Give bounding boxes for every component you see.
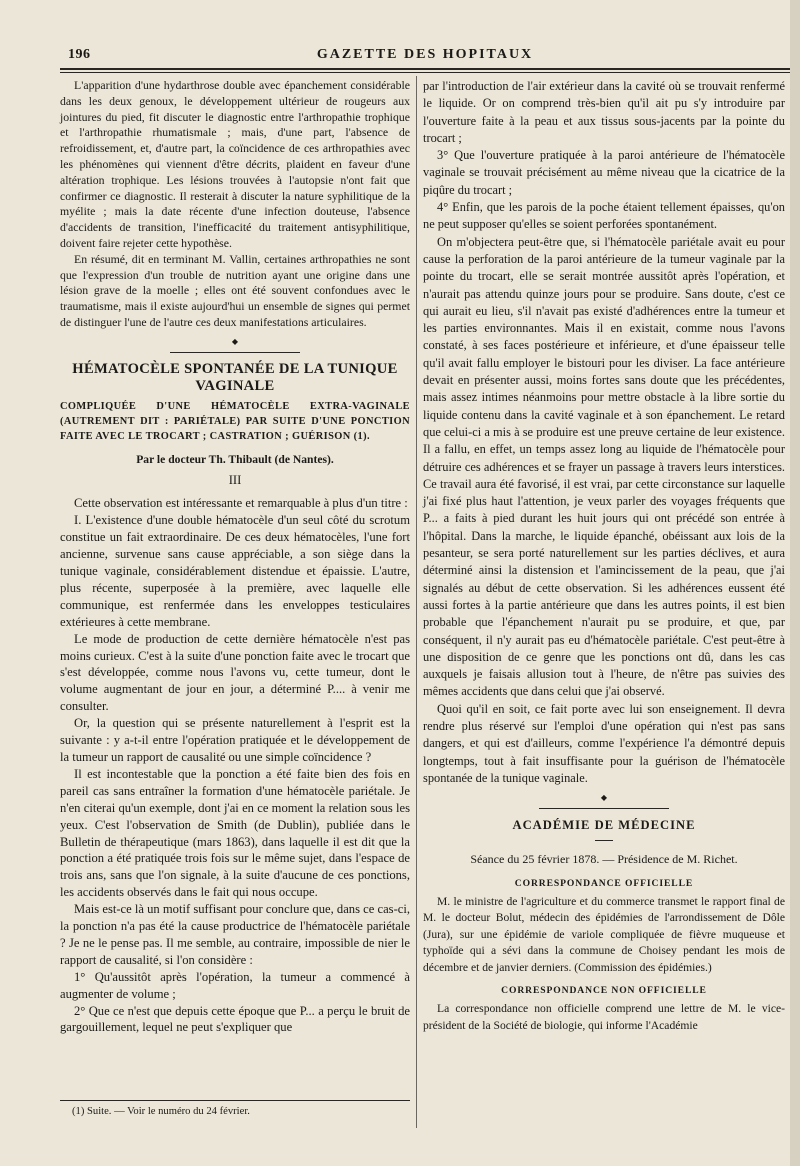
body-paragraph: Cette observation est intéressante et remarquable à plus d'un titre : bbox=[74, 496, 408, 511]
body-paragraph: Le mode de production de cette dernière hématocèle n'est pas moins curieux. C'est à la suite d'une ponction faite avec le trocart que s'est développée, comme nous l'avons vu, cette tumeur, dont le volume augmentant de jour en jour, a déterminé P.... à venir me consulter. bbox=[60, 631, 410, 714]
ornamental-rule: ◆ bbox=[423, 793, 785, 803]
correspondence-paragraph: La correspondance non officielle comprend une lettre de M. le vice-président de la Société de biologie, qui informe l'Académie bbox=[423, 1002, 785, 1032]
short-rule bbox=[595, 840, 613, 841]
subheading-unofficial: CORRESPONDANCE NON OFFICIELLE bbox=[501, 985, 707, 997]
body-paragraph: 3° Que l'ouverture pratiquée à la paroi antérieure de l'hématocèle vaginale se trouvait précisément au même niveau que la cicatrice de la piqûre du trocart ; bbox=[423, 148, 785, 197]
body-paragraph: Quoi qu'il en soit, ce fait porte avec lui son enseignement. Il devra rendre plus réservé sur l'emploi d'une opération qui n'est pas sans dangers, et qui est d'ailleurs, comme l'expérience l'a démontré depuis longtemps, tout à fait insuffisante pour la guérison de l'hématocèle spontanée de la tunique vaginale. bbox=[423, 701, 785, 785]
body-paragraph: Or, la question qui se présente naturellement à l'esprit est la suivante : y a-t-il entre l'opération pratiquée et le développement de la tumeur un rapport de causalité ou une simple coïncidence ? bbox=[60, 716, 410, 764]
header-rule bbox=[60, 68, 790, 70]
body-paragraph: 1° Qu'aussitôt après l'opération, la tumeur a commencé à augmenter de volume ; bbox=[60, 969, 410, 1001]
journal-title: GAZETTE DES HOPITAUX bbox=[316, 47, 534, 62]
ornamental-rule: ◆ bbox=[60, 337, 410, 347]
page-number: 196 bbox=[68, 47, 91, 62]
subheading-official: CORRESPONDANCE OFFICIELLE bbox=[514, 877, 694, 889]
right-column bbox=[423, 78, 785, 1034]
body-paragraph: Il est incontestable que la ponction a été faite bien des fois en pareil cas sans entraîner la formation d'une hématocèle pariétale. Je n'en citerai qu'un exemple, dont j'ai en ce moment la relation sous les yeux. C'est l'observation de Smith (de Dublin), publiée dans le Bulletin de thérapeutique (mars 1863), dans laquelle il est dit que la ponction a été pratiquée trois fois sur le même sujet, dans l'espace de trois ans, sans que l'on signale, à la suite d'aucune de ces ponctions, les accidents observés dans le fait qui nous occupe. bbox=[60, 766, 410, 900]
body-paragraph: Mais est-ce là un motif suffisant pour conclure que, dans ce cas-ci, la ponction n'a pas été la cause productrice de l'hématocèle pariétale ? Je ne le pense pas. Il me semble, au contraire, impossible de nier le rapport de causalité, si l'on considère : bbox=[60, 902, 410, 967]
article-byline: Par le docteur Th. Thibault (de Nantes). bbox=[136, 452, 334, 466]
footnote: (1) Suite. — Voir le numéro du 24 février. bbox=[72, 1106, 250, 1117]
body-paragraph: 4° Enfin, que les parois de la poche étaient tellement épaisses, qu'on ne peut supposer qu'elles se soient perforées spontanément. bbox=[423, 200, 785, 232]
intro-paragraph-2: En résumé, dit en terminant M. Vallin, certaines arthropathies ne sont que l'expression d'un trouble de nutrition ayant une origine dans une lésion grave de la moelle ; elles ont été souvent confondues avec le traumatisme, mais il existe aujourd'hui un ensemble de signes qui permet de distinguer l'une de l'autre ces deux manifestations articulaires. bbox=[60, 251, 410, 329]
header-rule-thin bbox=[60, 72, 790, 73]
section-title: ACADÉMIE DE MÉDECINE bbox=[512, 818, 696, 833]
intro-paragraph-1: L'apparition d'une hydarthrose double avec épanchement considérable dans les deux genoux, le développement ultérieur de rougeurs aux jointures du pied, fit discuter le diagnostic entre l'arthropathie trophique et l'arthropathie rhumatismale ; mais, d'une part, l'absence de refroidissement, et, d'autre part, la coïncidence de ces arthropathies avec les phénomènes qui viennent d'être décrits, plaident en faveur d'une altération trophique. Les lésions trouvées à l'autopsie n'ont fait que confirmer ce diagnostic. Il resterait à discuter la nature syphilitique de la myélite ; mais la date récente d'une infection douteuse, l'absence d'accidents de transition, l'inefficacité du traitement antisyphilitique, doivent faire rejeter cette hypothèse. bbox=[60, 78, 410, 250]
page-edge bbox=[790, 0, 800, 1166]
page-header bbox=[60, 44, 790, 66]
column-divider bbox=[416, 76, 417, 1128]
left-column bbox=[60, 78, 410, 1036]
article-title: HÉMATOCÈLE SPONTANÉE DE LA TUNIQUE VAGINALE bbox=[72, 360, 398, 394]
section-numeral: III bbox=[228, 473, 242, 488]
session-line: Séance du 25 février 1878. — Présidence de M. Richet. bbox=[470, 852, 738, 867]
body-paragraph: On m'objectera peut-être que, si l'hématocèle pariétale avait eu pour cause la perforation de la paroi antérieure de la tumeur vaginale par la pointe du trocart, elle se serait montrée aussitôt après l'opération, et n'aurait pas attendu quinze jours pour se produire. Sans doute, c'est ce qui aurait eu lieu, s'il n'avait pas existé d'adhérences entre la tumeur et les parties environnantes. Mais il en existait, comme nous l'avons constaté, à ses faces postérieure et inférieure, et d'une épaisseur telle qu'il avait fallu employer le bistouri pour les diviser. La face antérieure devait en présenter aussi, moins fortes sans doute que les précédentes, mais assez intimes néanmoins pour mettre obstacle à la libre sortie du liquide contenu dans la cavité vaginale et à son épanchement. Le retard que celui-ci a mis à se produire est une preuve certaine de leur existence. Il a fallu, en effet, un temps assez long au liquide de l'hématocèle pour détruire ces adhérences et se frayer un passage à travers leurs interstices. Ce travail aura été favorisé, il est vrai, par cette circonstance sur laquelle j'ai fixé plus haut l'attention, je veux parler des voyages fréquents que P... a faits à pied durant les huit jours qui ont précédé son entrée à l'hôpital. Dans la marche, le liquide épanché, obéissant aux lois de la pesanteur, se sera porté naturellement sur les parties déclives, et aura déterminé ainsi la distension et l'amincissement de la peau, que j'ai signalés au début de cette observation. Si les adhérences eussent été aussi fortes à la partie antérieure que dans les autres points, il est bien probable que l'épanchement n'aurait pu se produire, et que, par conséquent, il n'y aurait pas eu d'hématocèle pariétale. C'est peut-être à une disposition de ce genre que les ponctions ont dû, dans les cas auxquels je faisais allusion tout à l'heure, de n'être pas suivies des mêmes accidents que dans celui que j'ai observé. bbox=[423, 234, 785, 699]
correspondence-paragraph: M. le ministre de l'agriculture et du commerce transmet le rapport final de M. le docteur Bolut, médecin des épidémies de l'arrondissement de Dôle (Jura), sur une épidémie de variole compliquée de fièvre muqueuse et typhoïde qui a sévi dans la commune de Choisey pendant les mois de décembre et de janvier derniers. (Commission des épidémies.) bbox=[423, 895, 785, 974]
footnote-rule bbox=[60, 1100, 410, 1101]
article-subtitle: COMPLIQUÉE D'UNE HÉMATOCÈLE EXTRA-VAGINALE (AUTREMENT DIT : PARIÉTALE) PAR SUITE D'UNE PONCTION FAITE AVEC LE TROCART ; CASTRATION ; GUÉRISON (1). bbox=[60, 400, 410, 442]
body-paragraph: 2° Que ce n'est que depuis cette époque que P... a perçu le bruit de gargouillement, lequel ne peut s'expliquer que bbox=[60, 1003, 410, 1035]
body-paragraph: par l'introduction de l'air extérieur dans la cavité où se trouvait renfermé le liquide. Or on comprend très-bien qu'il ait pu s'y introduire par l'ouverture faite à la peau et aux tissus sous-jacents par la pointe du trocart ; bbox=[423, 79, 785, 145]
body-paragraph: I. L'existence d'une double hématocèle d'un seul côté du scrotum constitue un fait extraordinaire. De ces deux hématocèles, l'une fort ancienne, survenue sans cause appréciable, a son siège dans la tunique vaginale, considérablement distendue et épaissie. L'autre, plus récente, superposée à la première, avec laquelle elle communique, est renfermée dans les enveloppes testiculaires extérieures à cette membrane. bbox=[60, 513, 410, 629]
